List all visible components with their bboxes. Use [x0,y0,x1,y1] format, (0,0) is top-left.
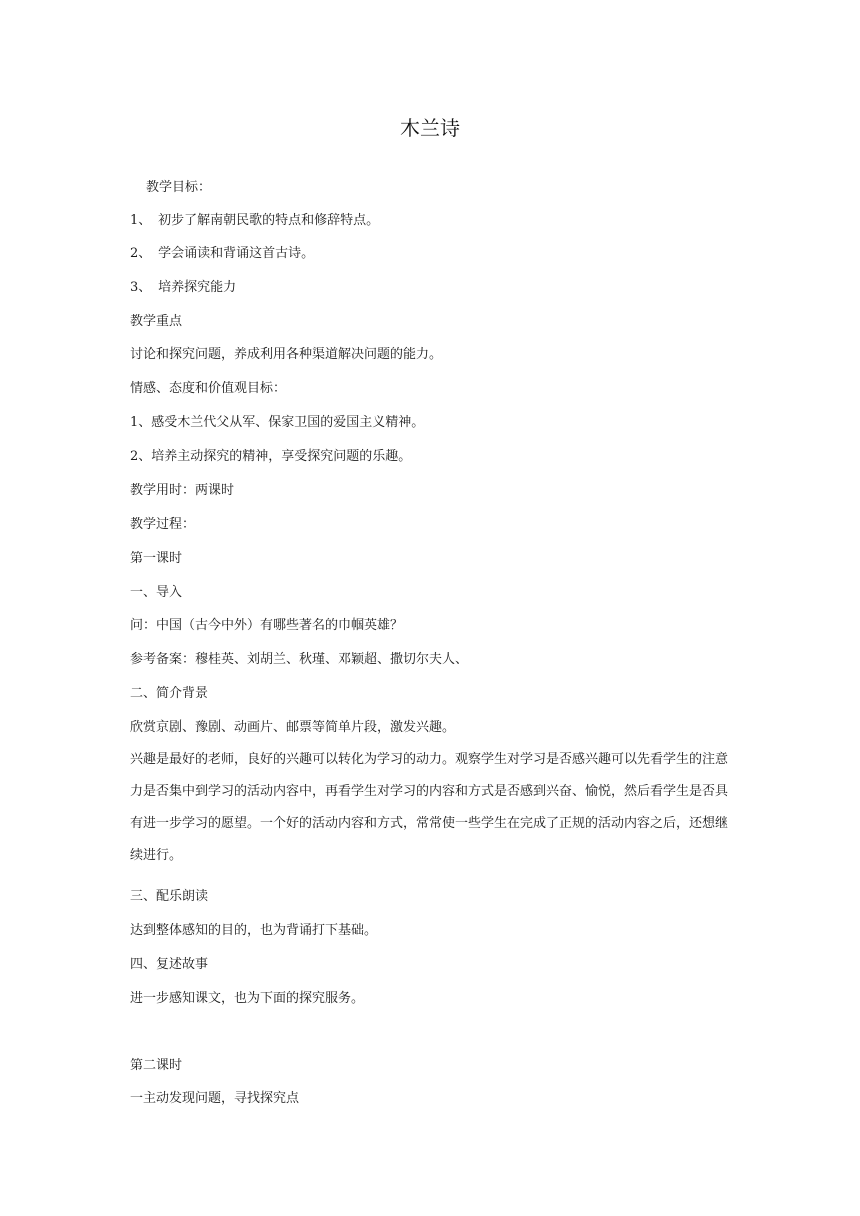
paragraph-line: 续进行。 [130,848,183,863]
section1-heading: 一、导入 [130,585,183,600]
section2-paragraph [130,744,730,872]
emotion-item: 2、培养主动探究的精神，享受探究问题的乐趣。 [130,449,412,464]
section3-heading: 三、配乐朗读 [130,889,209,904]
emotion-heading: 情感、态度和价值观目标： [130,381,287,396]
section3-text: 达到整体感知的目的，也为背诵打下基础。 [130,923,378,938]
objective-item [130,212,379,230]
section1-answer: 参考备案：穆桂英、刘胡兰、秋瑾、邓颖超、撒切尔夫人、 [130,652,469,667]
section2-text: 欣赏京剧、豫剧、动画片、邮票等简单片段，激发兴趣。 [130,720,456,735]
process-heading: 教学过程： [130,517,196,532]
section2-heading: 二、简介背景 [130,686,209,701]
paragraph-line: 力是否集中到学习的活动内容中，再看学生对学习的内容和方式是否感到兴奋、愉悦，然后看学生是否具 [130,784,729,799]
page-title: 木兰诗 [400,116,460,140]
objective-number: 3、 [130,280,152,295]
lesson1-heading: 第一课时 [130,551,183,566]
objective-text: 初步了解南朝民歌的特点和修辞特点。 [158,213,380,228]
key-points-text: 讨论和探究问题，养成利用各种渠道解决问题的能力。 [130,347,443,362]
key-points-heading: 教学重点 [130,314,183,329]
section4-heading: 四、复述故事 [130,957,209,972]
objective-number: 1、 [130,213,152,228]
lesson2-heading: 第二课时 [130,1058,183,1073]
section4-text: 进一步感知课文，也为下面的探究服务。 [130,991,365,1006]
objective-text: 培养探究能力 [158,280,237,295]
lesson2-item: 一主动发现问题，寻找探究点 [130,1091,300,1106]
objective-text: 学会诵读和背诵这首古诗。 [158,246,315,261]
objectives-heading: 教学目标： [146,180,212,195]
paragraph-line: 有进一步学习的愿望。一个好的活动内容和方式，常常使一些学生在完成了正规的活动内容之后，还想继 [130,816,729,831]
section1-question: 问：中国（古今中外）有哪些著名的巾帼英雄？ [130,618,404,633]
class-time: 教学用时：两课时 [130,483,235,498]
paragraph-line: 兴趣是最好的老师，良好的兴趣可以转化为学习的动力。观察学生对学习是否感兴趣可以先看学生的注意 [130,752,729,767]
objective-number: 2、 [130,246,152,261]
objective-item [130,245,314,263]
emotion-item: 1、感受木兰代父从军、保家卫国的爱国主义精神。 [130,415,425,430]
objective-item [130,279,236,297]
